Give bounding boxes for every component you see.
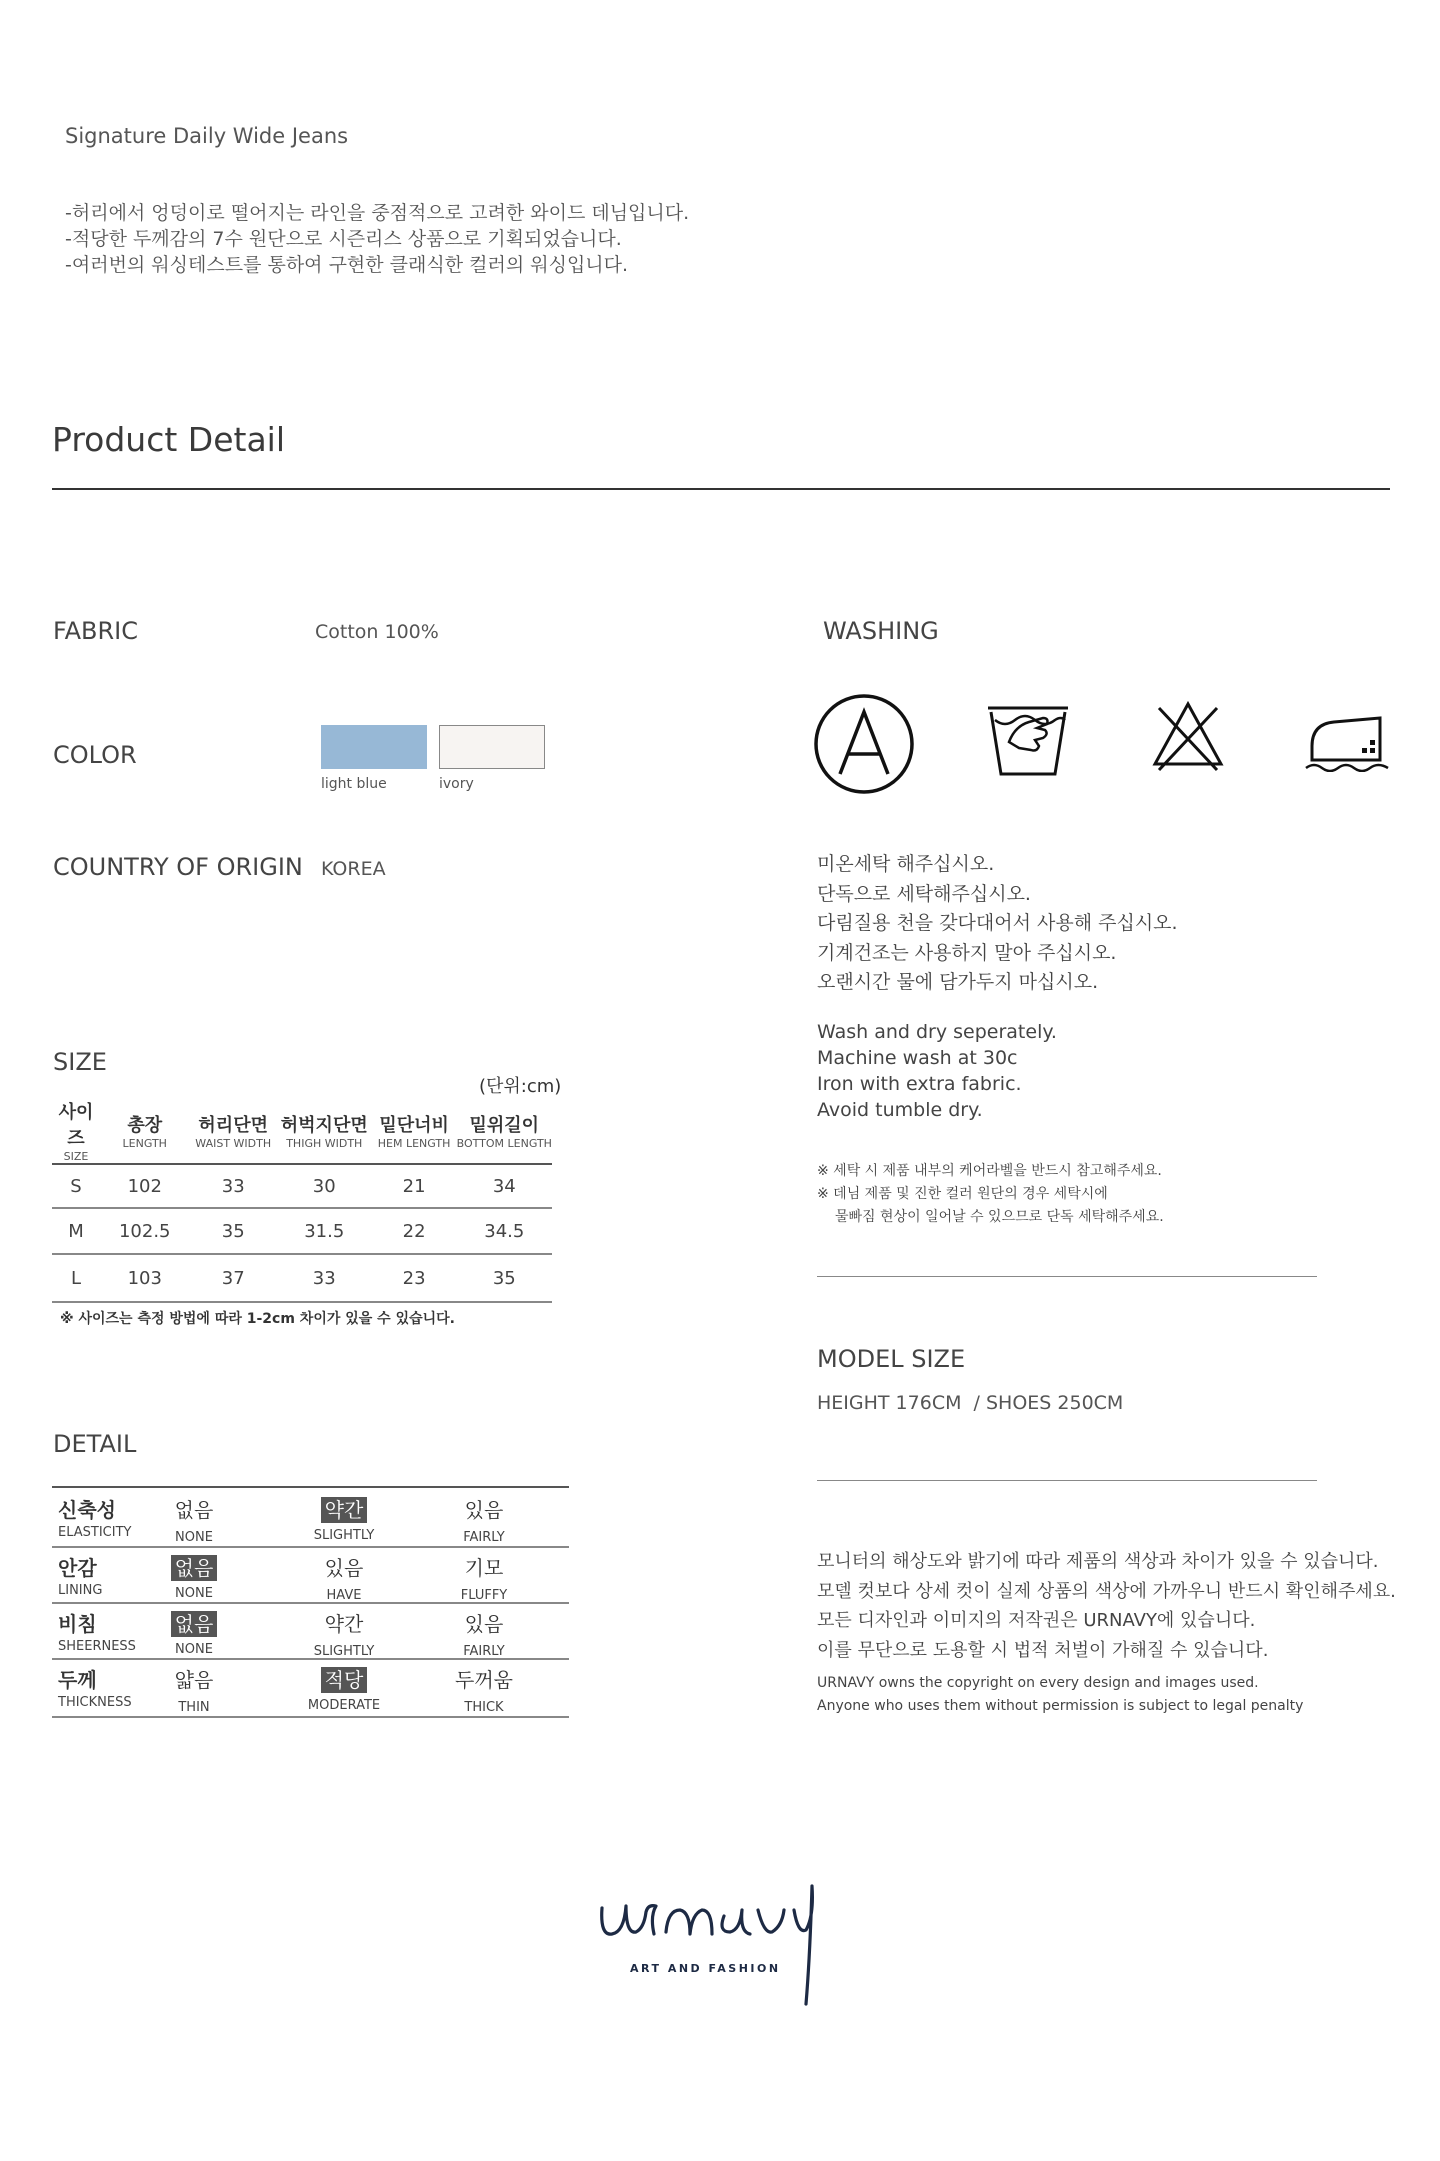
logo-script-icon <box>594 1876 824 2016</box>
detail-row <box>52 1602 569 1660</box>
detail-option <box>124 1608 264 1657</box>
size-cell: S <box>70 1175 82 1197</box>
washing-line: Machine wash at 30c <box>817 1047 1018 1069</box>
copyright-line: URNAVY owns the copyright on every design and images used. <box>817 1675 1259 1691</box>
detail-option-label: 없음 <box>174 1498 214 1522</box>
size-header-row <box>52 1098 552 1164</box>
size-header: 밑위길이 <box>469 1115 540 1136</box>
detail-attribute-en: ELASTICITY <box>58 1525 132 1540</box>
washing-line: 미온세탁 해주십시오. <box>817 853 995 875</box>
size-header-en: SIZE <box>63 1150 89 1163</box>
section-divider <box>52 488 1390 490</box>
size-header-en: HEM LENGTH <box>377 1137 451 1150</box>
washing-notes <box>817 1160 1164 1229</box>
detail-option-label: 약간 <box>324 1612 364 1636</box>
detail-option-en: THICK <box>464 1700 504 1715</box>
model-size-value: HEIGHT 176CM / SHOES 250CM <box>817 1392 1124 1414</box>
description-line: -허리에서 엉덩이로 떨어지는 라인을 중점적으로 고려한 와이드 데님입니다. <box>65 202 690 224</box>
size-header: 허리단면 <box>198 1115 268 1136</box>
table-row <box>52 1164 552 1208</box>
size-cell: 35 <box>221 1220 245 1242</box>
detail-label: DETAIL <box>53 1430 137 1458</box>
product-detail-heading: Product Detail <box>52 420 285 459</box>
detail-option-label: 있음 <box>464 1498 504 1522</box>
origin-value: KOREA <box>321 858 386 880</box>
table-row <box>52 1254 552 1302</box>
divider <box>817 1480 1317 1481</box>
washing-note: ※ 데님 제품 및 진한 컬러 원단의 경우 세탁시에 <box>817 1186 1108 1202</box>
size-cell: 31.5 <box>304 1220 345 1242</box>
size-header: 밑단너비 <box>379 1115 449 1136</box>
detail-option-selected: 적당 <box>321 1667 368 1693</box>
size-cell: 37 <box>221 1267 245 1289</box>
size-header-en: LENGTH <box>122 1137 167 1150</box>
detail-option <box>414 1552 554 1603</box>
size-cell: 22 <box>402 1220 426 1242</box>
detail-option-label: 있음 <box>324 1556 364 1580</box>
detail-option <box>274 1608 414 1659</box>
size-cell: 103 <box>127 1267 162 1289</box>
color-swatch-ivory <box>439 725 545 769</box>
washing-instructions-kr <box>817 850 1178 998</box>
product-title: Signature Daily Wide Jeans <box>65 124 349 148</box>
size-label: SIZE <box>53 1048 107 1076</box>
washing-note: ※ 세탁 시 제품 내부의 케어라벨을 반드시 참고해주세요. <box>817 1163 1162 1179</box>
size-cell: L <box>70 1267 82 1289</box>
copyright-line: 모니터의 해상도와 밝기에 따라 제품의 색상과 차이가 있을 수 있습니다. <box>817 1551 1379 1572</box>
copyright-line: Anyone who uses them without permission is subject to legal penalty <box>817 1698 1304 1714</box>
washing-line: 기계건조는 사용하지 말아 주십시오. <box>817 941 1117 964</box>
washing-line: 단독으로 세탁해주십시오. <box>817 882 1031 905</box>
size-header-en: WAIST WIDTH <box>195 1137 272 1150</box>
detail-row <box>52 1546 569 1604</box>
color-name: ivory <box>439 776 474 792</box>
color-swatch-light-blue <box>321 725 427 769</box>
detail-option-label: 기모 <box>464 1556 504 1580</box>
size-cell: 102.5 <box>118 1220 171 1242</box>
description-line: -적당한 두께감의 7수 원단으로 시즌리스 상품으로 기획되었습니다. <box>65 228 622 250</box>
size-cell: 21 <box>402 1175 426 1197</box>
detail-attribute: 두께 <box>58 1668 97 1692</box>
washing-label: WASHING <box>823 617 939 645</box>
detail-option <box>274 1494 414 1543</box>
size-header: 허벅지단면 <box>280 1115 368 1136</box>
detail-attribute-en: THICKNESS <box>58 1695 132 1710</box>
detail-option <box>124 1552 264 1601</box>
fabric-value: Cotton 100% <box>315 621 439 643</box>
description-line: -여러번의 워싱테스트를 통하여 구현한 클래식한 컬러의 워싱입니다. <box>65 254 629 276</box>
product-description <box>65 200 689 278</box>
size-cell: M <box>68 1220 84 1242</box>
washing-line: 오랜시간 물에 담가두지 마십시오. <box>817 971 1099 993</box>
size-cell: 23 <box>402 1267 426 1289</box>
detail-option <box>414 1494 554 1545</box>
detail-attribute: 신축성 <box>58 1498 116 1522</box>
detail-option <box>124 1664 264 1715</box>
size-unit: (단위:cm) <box>479 1076 562 1097</box>
size-cell: 102 <box>127 1175 162 1197</box>
size-cell: 33 <box>312 1267 336 1289</box>
copyright-line: 모든 디자인과 이미지의 저작권은 URNAVY에 있습니다. <box>817 1610 1256 1631</box>
washing-line: 다림질용 천을 갖다대어서 사용해 주십시오. <box>817 912 1178 934</box>
detail-option <box>414 1664 554 1715</box>
detail-attribute-en: LINING <box>58 1583 103 1598</box>
size-cell: 35 <box>492 1267 516 1289</box>
detail-attribute-en: SHEERNESS <box>58 1639 136 1654</box>
color-name: light blue <box>321 776 387 792</box>
detail-option-en: NONE <box>175 1586 213 1601</box>
copyright-line: 이를 무단으로 도용할 시 법적 처벌이 가해질 수 있습니다. <box>817 1639 1269 1661</box>
detail-option-en: HAVE <box>326 1588 362 1603</box>
brand-tagline: ART AND FASHION <box>630 1962 781 1975</box>
detail-option-selected: 약간 <box>321 1497 368 1523</box>
size-note: ※ 사이즈는 측정 방법에 따라 1-2cm 차이가 있을 수 있습니다. <box>60 1311 455 1327</box>
detail-option-en: MODERATE <box>307 1698 381 1713</box>
detail-option <box>274 1552 414 1603</box>
fabric-label: FABRIC <box>53 617 138 645</box>
size-cell: 34.5 <box>484 1220 525 1242</box>
hand-wash-icon <box>985 696 1071 782</box>
size-header-en: BOTTOM LENGTH <box>456 1137 552 1150</box>
detail-option-en: FAIRLY <box>463 1530 505 1545</box>
size-header-en: THIGH WIDTH <box>286 1137 363 1150</box>
divider <box>817 1276 1317 1277</box>
detail-option-selected: 없음 <box>171 1611 218 1637</box>
detail-attribute: 안감 <box>58 1556 97 1580</box>
detail-option-label: 있음 <box>464 1612 504 1636</box>
detail-option-en: SLIGHTLY <box>313 1528 375 1543</box>
copyright-en <box>817 1672 1303 1718</box>
detail-option-label: 두꺼움 <box>455 1668 513 1692</box>
detail-option-selected: 없음 <box>171 1555 218 1581</box>
dry-clean-a-icon <box>812 692 916 800</box>
table-row <box>52 1208 552 1254</box>
size-header: 사이즈 <box>58 1102 94 1149</box>
iron-low-heat-icon <box>1304 712 1390 776</box>
color-label: COLOR <box>53 741 137 769</box>
detail-option-en: NONE <box>175 1530 213 1545</box>
size-cell: 34 <box>492 1175 516 1197</box>
detail-option <box>124 1494 264 1545</box>
size-cell: 30 <box>312 1175 336 1197</box>
washing-line: Avoid tumble dry. <box>817 1099 983 1121</box>
size-cell: 33 <box>221 1175 245 1197</box>
size-table <box>52 1098 552 1303</box>
detail-option <box>414 1608 554 1659</box>
size-header: 총장 <box>127 1115 163 1136</box>
model-size-label: MODEL SIZE <box>817 1345 966 1373</box>
copyright-kr <box>817 1547 1396 1665</box>
washing-instructions-en <box>817 1019 1057 1123</box>
detail-option-en: SLIGHTLY <box>313 1644 375 1659</box>
copyright-line: 모델 컷보다 상세 컷이 실제 상품의 색상에 가까우니 반드시 확인해주세요. <box>817 1580 1396 1602</box>
detail-option-en: THIN <box>178 1700 210 1715</box>
detail-row <box>52 1658 569 1718</box>
detail-attribute: 비침 <box>58 1612 97 1636</box>
detail-option-en: FAIRLY <box>463 1644 505 1659</box>
washing-line: Wash and dry seperately. <box>817 1021 1057 1043</box>
washing-line: Iron with extra fabric. <box>817 1073 1022 1095</box>
origin-label: COUNTRY OF ORIGIN <box>53 853 303 881</box>
detail-option-label: 얇음 <box>174 1668 214 1692</box>
detail-row <box>52 1488 569 1548</box>
brand-logo <box>594 1876 824 2016</box>
detail-option <box>274 1664 414 1713</box>
detail-option-en: NONE <box>175 1642 213 1657</box>
washing-note: 물빠짐 현상이 일어날 수 있으므로 단독 세탁해주세요. <box>835 1209 1164 1225</box>
no-bleach-icon <box>1151 700 1225 776</box>
detail-option-en: FLUFFY <box>460 1588 508 1603</box>
